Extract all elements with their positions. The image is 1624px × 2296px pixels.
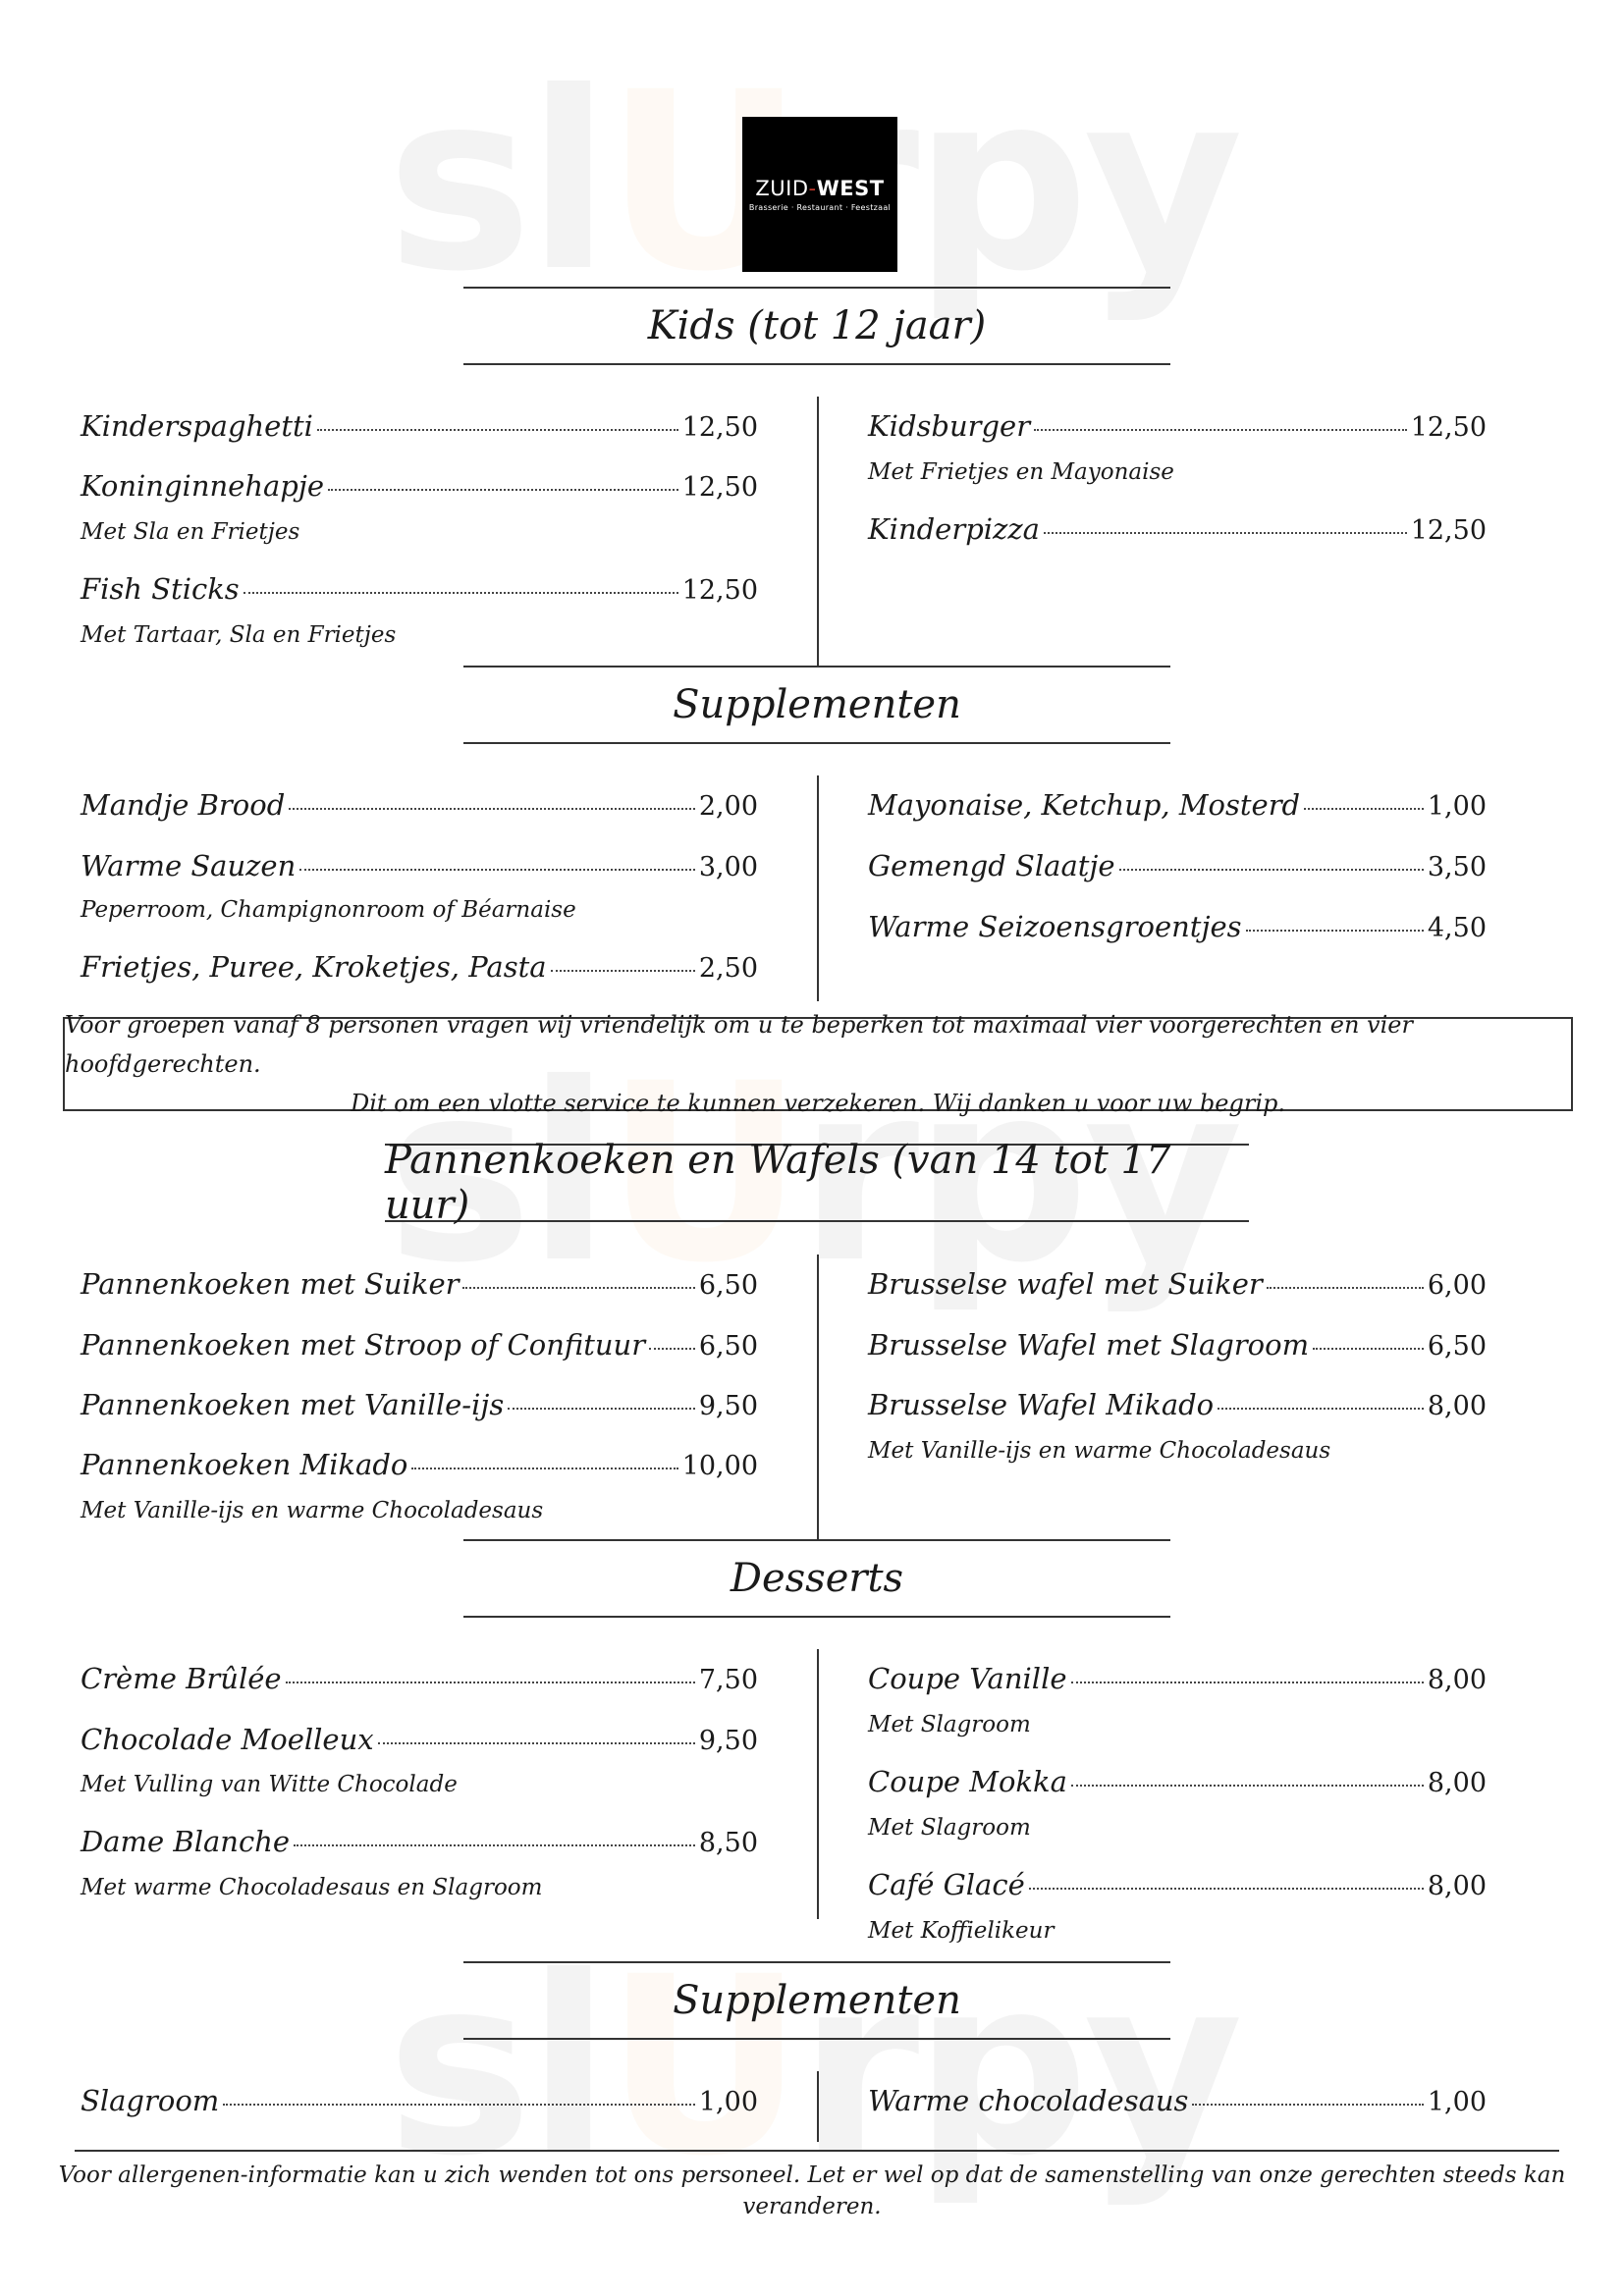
menu-item: Gemengd Slaatje 3,50 bbox=[868, 846, 1487, 887]
menu-item: Kinderspaghetti 12,50 bbox=[81, 406, 758, 448]
menu-item: Pannenkoeken met Suiker 6,50 bbox=[81, 1264, 758, 1306]
item-note: Met Frietjes en Mayonaise bbox=[868, 459, 1174, 485]
group-notice-box bbox=[63, 1011, 1573, 1117]
menu-item: Coupe Mokka 8,00 bbox=[868, 1762, 1487, 1803]
price: 1,00 bbox=[1427, 791, 1487, 822]
menu-item: Pannenkoeken met Stroop of Confituur 6,50 bbox=[81, 1325, 758, 1366]
notice-line: Voor groepen vanaf 8 personen vragen wij vriendelijk om u te beperken tot maximaal vier voorgerechten en vier hoofdgerechten. bbox=[65, 1011, 1413, 1078]
section-title-pannenkoeken: Pannenkoeken en Wafels (van 14 tot 17 uur) bbox=[385, 1144, 1249, 1222]
price: 6,50 bbox=[698, 1270, 758, 1301]
item-note: Met Slagroom bbox=[868, 1712, 1031, 1737]
menu-item: Dame Blanche 8,50 bbox=[81, 1822, 758, 1863]
menu-item: Pannenkoeken Mikado 10,00 bbox=[81, 1445, 758, 1486]
item-note: Met Sla en Frietjes bbox=[81, 519, 300, 545]
price: 10,00 bbox=[681, 1451, 758, 1481]
section-title-kids: Kids (tot 12 jaar) bbox=[463, 287, 1170, 365]
menu-item: Kidsburger 12,50 bbox=[868, 406, 1487, 448]
menu-item: Pannenkoeken met Vanille-ijs 9,50 bbox=[81, 1385, 758, 1426]
price: 8,50 bbox=[698, 1828, 758, 1858]
price: 2,00 bbox=[698, 791, 758, 822]
item-note: Met warme Chocoladesaus en Slagroom bbox=[81, 1875, 543, 1900]
price: 8,00 bbox=[1427, 1665, 1487, 1695]
price: 12,50 bbox=[1410, 515, 1487, 546]
notice-line: Dit om een vlotte service te kunnen verzekeren. Wij danken u voor uw begrip. bbox=[350, 1090, 1286, 1117]
item-note: Met Vulling van Witte Chocolade bbox=[81, 1772, 458, 1797]
menu-item: Slagroom 1,00 bbox=[81, 2081, 758, 2122]
price: 1,00 bbox=[698, 2087, 758, 2117]
menu-item: Chocolade Moelleux 9,50 bbox=[81, 1720, 758, 1761]
price: 8,00 bbox=[1427, 1871, 1487, 1901]
price: 9,50 bbox=[698, 1391, 758, 1421]
price: 6,00 bbox=[1427, 1270, 1487, 1301]
price: 12,50 bbox=[681, 472, 758, 503]
item-note: Met Koffielikeur bbox=[868, 1918, 1055, 1944]
price: 3,50 bbox=[1427, 852, 1487, 882]
price: 1,00 bbox=[1427, 2087, 1487, 2117]
item-note: Met Tartaar, Sla en Frietjes bbox=[81, 622, 397, 648]
column-divider bbox=[817, 2071, 819, 2142]
item-note: Peperroom, Champignonroom of Béarnaise bbox=[81, 897, 576, 923]
logo-subtitle: Brasserie · Restaurant · Feestzaal bbox=[748, 203, 892, 212]
section-title-supplementen: Supplementen bbox=[463, 666, 1170, 744]
price: 6,50 bbox=[698, 1331, 758, 1362]
column-divider bbox=[817, 1649, 819, 1919]
menu-item: Frietjes, Puree, Kroketjes, Pasta 2,50 bbox=[81, 947, 758, 988]
logo-name: ZUID-WEST bbox=[755, 177, 885, 200]
price: 8,00 bbox=[1427, 1768, 1487, 1798]
section-title-supplementen-desserts: Supplementen bbox=[463, 1961, 1170, 2040]
price: 2,50 bbox=[698, 953, 758, 984]
item-note: Met Vanille-ijs en warme Chocoladesaus bbox=[81, 1498, 544, 1523]
price: 3,00 bbox=[698, 852, 758, 882]
item-note: Met Vanille-ijs en warme Chocoladesaus bbox=[868, 1438, 1331, 1464]
menu-item: Warme Seizoensgroentjes 4,50 bbox=[868, 907, 1487, 948]
menu-item: Warme Sauzen 3,00 bbox=[81, 846, 758, 887]
menu-item: Brusselse wafel met Suiker 6,00 bbox=[868, 1264, 1487, 1306]
menu-item: Brusselse Wafel Mikado 8,00 bbox=[868, 1385, 1487, 1426]
menu-item: Koninginnehapje 12,50 bbox=[81, 466, 758, 507]
price: 4,50 bbox=[1427, 913, 1487, 943]
menu-item: Coupe Vanille 8,00 bbox=[868, 1659, 1487, 1700]
allergen-footer: Voor allergenen-informatie kan u zich wenden tot ons personeel. Let er wel op dat de samenstelling van onze gerechten steeds kan veranderen. bbox=[58, 2163, 1566, 2219]
column-divider bbox=[817, 397, 819, 667]
price: 12,50 bbox=[1410, 412, 1487, 443]
column-divider bbox=[817, 775, 819, 1001]
menu-item: Warme chocoladesaus 1,00 bbox=[868, 2081, 1487, 2122]
menu-item: Brusselse Wafel met Slagroom 6,50 bbox=[868, 1325, 1487, 1366]
price: 12,50 bbox=[681, 575, 758, 606]
restaurant-logo bbox=[742, 117, 897, 272]
price: 6,50 bbox=[1427, 1331, 1487, 1362]
item-note: Met Slagroom bbox=[868, 1815, 1031, 1841]
menu-item: Mayonaise, Ketchup, Mosterd 1,00 bbox=[868, 785, 1487, 827]
menu-item: Kinderpizza 12,50 bbox=[868, 509, 1487, 551]
menu-item: Fish Sticks 12,50 bbox=[81, 569, 758, 611]
price: 9,50 bbox=[698, 1726, 758, 1756]
section-title-desserts: Desserts bbox=[463, 1539, 1170, 1618]
price: 12,50 bbox=[681, 412, 758, 443]
menu-item: Café Glacé 8,00 bbox=[868, 1865, 1487, 1906]
price: 8,00 bbox=[1427, 1391, 1487, 1421]
column-divider bbox=[817, 1255, 819, 1539]
menu-item: Crème Brûlée 7,50 bbox=[81, 1659, 758, 1700]
menu-item: Mandje Brood 2,00 bbox=[81, 785, 758, 827]
price: 7,50 bbox=[698, 1665, 758, 1695]
footer-divider bbox=[75, 2150, 1559, 2152]
